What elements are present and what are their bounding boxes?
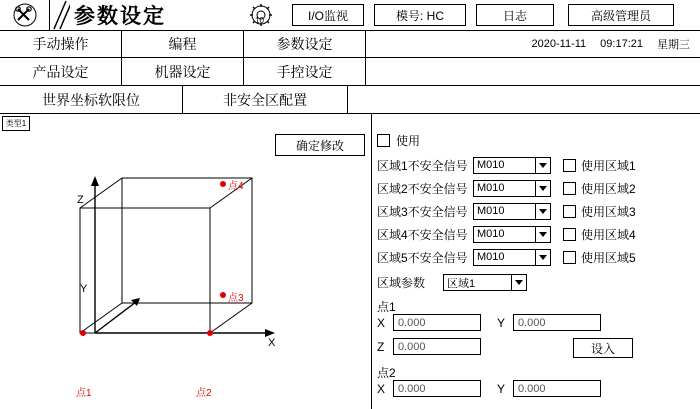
- use-area-checkbox-5[interactable]: [563, 251, 576, 264]
- main-content: [0, 114, 700, 409]
- mold-number-button[interactable]: 模号: HC: [374, 4, 466, 26]
- point1-x-label: X: [377, 315, 386, 330]
- signal-combo-3-value: M010: [477, 205, 505, 217]
- menu-row-secondary-filler: [366, 58, 700, 85]
- tab-parameter-settings[interactable]: 参数设定: [244, 31, 366, 57]
- slash-decoration: [52, 0, 70, 30]
- signal-row-5: [377, 248, 636, 266]
- use-checkbox-row[interactable]: [377, 132, 420, 149]
- use-area-checkbox-3[interactable]: [563, 205, 576, 218]
- point1-x-input[interactable]: 0.000: [393, 314, 481, 331]
- logo-box: [0, 0, 50, 30]
- menu-row-primary: [0, 31, 700, 58]
- tab-programming[interactable]: 编程: [122, 31, 244, 57]
- datetime-display: [366, 31, 700, 57]
- signal-combo-3[interactable]: [473, 203, 551, 220]
- signal-combo-5[interactable]: [473, 249, 551, 266]
- menu-row-tertiary-filler: [348, 86, 700, 113]
- point1-title: 点1: [377, 300, 396, 314]
- io-monitor-button[interactable]: I/O监视: [292, 4, 364, 26]
- signal-label-4: 区域4不安全信号: [377, 227, 468, 242]
- type-tab[interactable]: 类型1: [2, 116, 30, 131]
- signal-combo-4[interactable]: [473, 226, 551, 243]
- chevron-down-icon[interactable]: [535, 204, 550, 219]
- tab-unsafe-zone-config[interactable]: 非安全区配置: [183, 86, 348, 113]
- point2-x-label: X: [377, 381, 386, 396]
- diagram-point-2-label: 点2: [196, 388, 212, 399]
- diagram-point-3-label: 点3: [228, 293, 244, 304]
- use-area-checkbox-1[interactable]: [563, 159, 576, 172]
- tab-product-settings[interactable]: 产品设定: [0, 58, 122, 85]
- point1-y-input[interactable]: 0.000: [513, 314, 601, 331]
- diagram-point-1-label: 点1: [76, 388, 92, 399]
- area-parameter-value: 区域1: [447, 277, 476, 290]
- use-area-checkbox-2[interactable]: [563, 182, 576, 195]
- use-area-label-2: 使用区域2: [581, 181, 636, 196]
- gear-number: 10: [255, 16, 264, 25]
- signal-row-2: [377, 179, 636, 197]
- admin-button[interactable]: 高级管理员: [568, 4, 674, 26]
- chevron-down-icon[interactable]: [535, 250, 550, 265]
- point1-z-input[interactable]: 0.000: [393, 338, 481, 355]
- date-text: 2020-11-11: [531, 38, 587, 50]
- coordinate-box-diagram: [0, 128, 372, 378]
- diagram-panel: [0, 114, 372, 409]
- point2-xy-row: [377, 380, 601, 397]
- area-parameter-row: [377, 274, 527, 291]
- signal-combo-2-value: M010: [477, 182, 505, 194]
- signal-combo-1-value: M010: [477, 159, 505, 171]
- menu-row-secondary: [0, 58, 700, 86]
- tab-machine-settings[interactable]: 机器设定: [122, 58, 244, 85]
- use-label: 使用: [396, 134, 421, 148]
- chevron-down-icon[interactable]: [535, 158, 550, 173]
- signal-combo-5-value: M010: [477, 251, 505, 263]
- gear-icon: [246, 2, 276, 30]
- tab-handheld-settings[interactable]: 手控设定: [244, 58, 366, 85]
- signal-combo-1[interactable]: [473, 157, 551, 174]
- menu-row-tertiary: [0, 86, 700, 114]
- use-area-label-1: 使用区域1: [581, 158, 636, 173]
- diagram-point-4-label: 点4: [228, 181, 244, 192]
- point1-y-label: Y: [497, 315, 506, 330]
- top-bar: [0, 0, 700, 31]
- signal-combo-2[interactable]: [473, 180, 551, 197]
- signal-label-5: 区域5不安全信号: [377, 250, 468, 265]
- point1-z-row: [377, 338, 481, 355]
- signal-label-2: 区域2不安全信号: [377, 181, 468, 196]
- weekday-text: 星期三: [657, 39, 690, 51]
- tab-world-coord-soft-limit[interactable]: 世界坐标软限位: [0, 86, 183, 113]
- point2-x-input[interactable]: 0.000: [393, 380, 481, 397]
- point2-y-label: Y: [497, 381, 506, 396]
- signal-row-1: [377, 156, 636, 174]
- signal-combo-4-value: M010: [477, 228, 505, 240]
- confirm-modify-button[interactable]: 确定修改: [275, 134, 365, 156]
- set-button[interactable]: 设入: [573, 338, 633, 358]
- use-checkbox[interactable]: [377, 134, 390, 147]
- tools-icon: [10, 3, 40, 27]
- point2-title: 点2: [377, 366, 396, 380]
- point2-y-input[interactable]: 0.000: [513, 380, 601, 397]
- log-button[interactable]: 日志: [476, 4, 554, 26]
- signal-label-3: 区域3不安全信号: [377, 204, 468, 219]
- page-title: 参数设定: [74, 5, 166, 28]
- signal-label-1: 区域1不安全信号: [377, 158, 468, 173]
- svg-text:X: X: [268, 337, 276, 349]
- chevron-down-icon[interactable]: [511, 275, 526, 290]
- time-text: 09:17:21: [600, 38, 643, 50]
- use-area-label-5: 使用区域5: [581, 250, 636, 265]
- svg-text:Z: Z: [77, 194, 84, 206]
- chevron-down-icon[interactable]: [535, 227, 550, 242]
- svg-text:Y: Y: [80, 283, 88, 295]
- use-area-label-4: 使用区域4: [581, 227, 636, 242]
- title-area: [50, 0, 282, 30]
- use-area-checkbox-4[interactable]: [563, 228, 576, 241]
- point1-xy-row: [377, 314, 601, 331]
- settings-panel: [295, 114, 700, 409]
- use-area-label-3: 使用区域3: [581, 204, 636, 219]
- tab-manual-operation[interactable]: 手动操作: [0, 31, 122, 57]
- area-parameter-label: 区域参数: [377, 276, 426, 290]
- chevron-down-icon[interactable]: [535, 181, 550, 196]
- area-parameter-combo[interactable]: [443, 274, 527, 291]
- point1-z-label: Z: [377, 339, 385, 354]
- signal-row-4: [377, 225, 636, 243]
- signal-row-3: [377, 202, 636, 220]
